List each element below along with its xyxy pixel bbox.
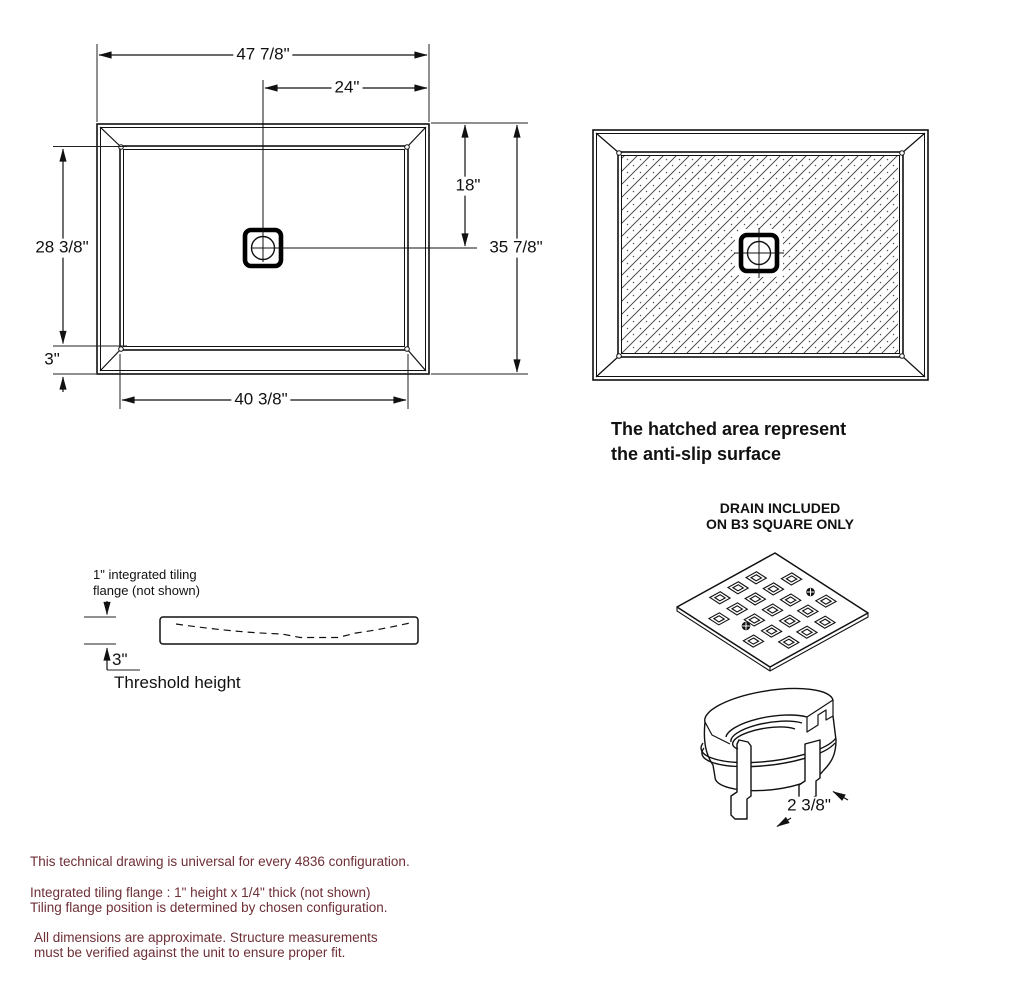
dim-overall-depth-label: 35 7/8" [486, 239, 545, 258]
note-flange-line1: Integrated tiling flange : 1" height x 1/4" thick (not shown) [30, 885, 371, 900]
drain-included-line1: DRAIN INCLUDED [719, 500, 841, 516]
drain-symbol-plan [245, 80, 477, 266]
threshold-dim-label: 3" [112, 650, 128, 669]
note-flange [30, 885, 387, 915]
dim-inner-width-label: 40 3/8" [231, 391, 290, 410]
anti-slip-caption-line1: The hatched area represent [611, 419, 847, 439]
note-flange-line2: Tiling flange position is determined by chosen configuration. [30, 900, 388, 915]
dim-drain-from-top-label: 18" [453, 177, 484, 196]
note-universal: This technical drawing is universal for every 4836 configuration. [30, 854, 410, 869]
dim-drain-offset-label: 24" [332, 79, 363, 98]
drain-included-heading [690, 501, 870, 532]
side-profile-drawing [84, 601, 418, 670]
flange-note-line2: flange (not shown) [93, 583, 200, 598]
anti-slip-caption-line2: the anti-slip surface [611, 444, 782, 464]
anti-slip-caption [611, 417, 846, 467]
drain-included-line2: ON B3 SQUARE ONLY [705, 515, 855, 532]
anti-slip-view-drawing [593, 130, 928, 380]
flange-note [93, 567, 200, 599]
dim-inner-depth-label: 28 3/8" [32, 239, 91, 258]
note-approximate-line2: must be verified against the unit to ensure proper fit. [34, 945, 346, 960]
drain-grate-drawing [677, 553, 868, 671]
outlet-dim-label: 2 3/8" [784, 797, 834, 816]
dim-overall-width-label: 47 7/8" [233, 46, 292, 65]
flange-note-line1: 1" integrated tiling [93, 567, 197, 582]
drain-symbol-antislip [734, 228, 784, 278]
threshold-height-label: Threshold height [114, 673, 241, 692]
note-approximate-line1: All dimensions are approximate. Structure measurements [34, 930, 378, 945]
plan-view-drawing [53, 44, 528, 409]
dim-edge-label: 3" [41, 351, 63, 370]
note-approximate [34, 930, 378, 960]
